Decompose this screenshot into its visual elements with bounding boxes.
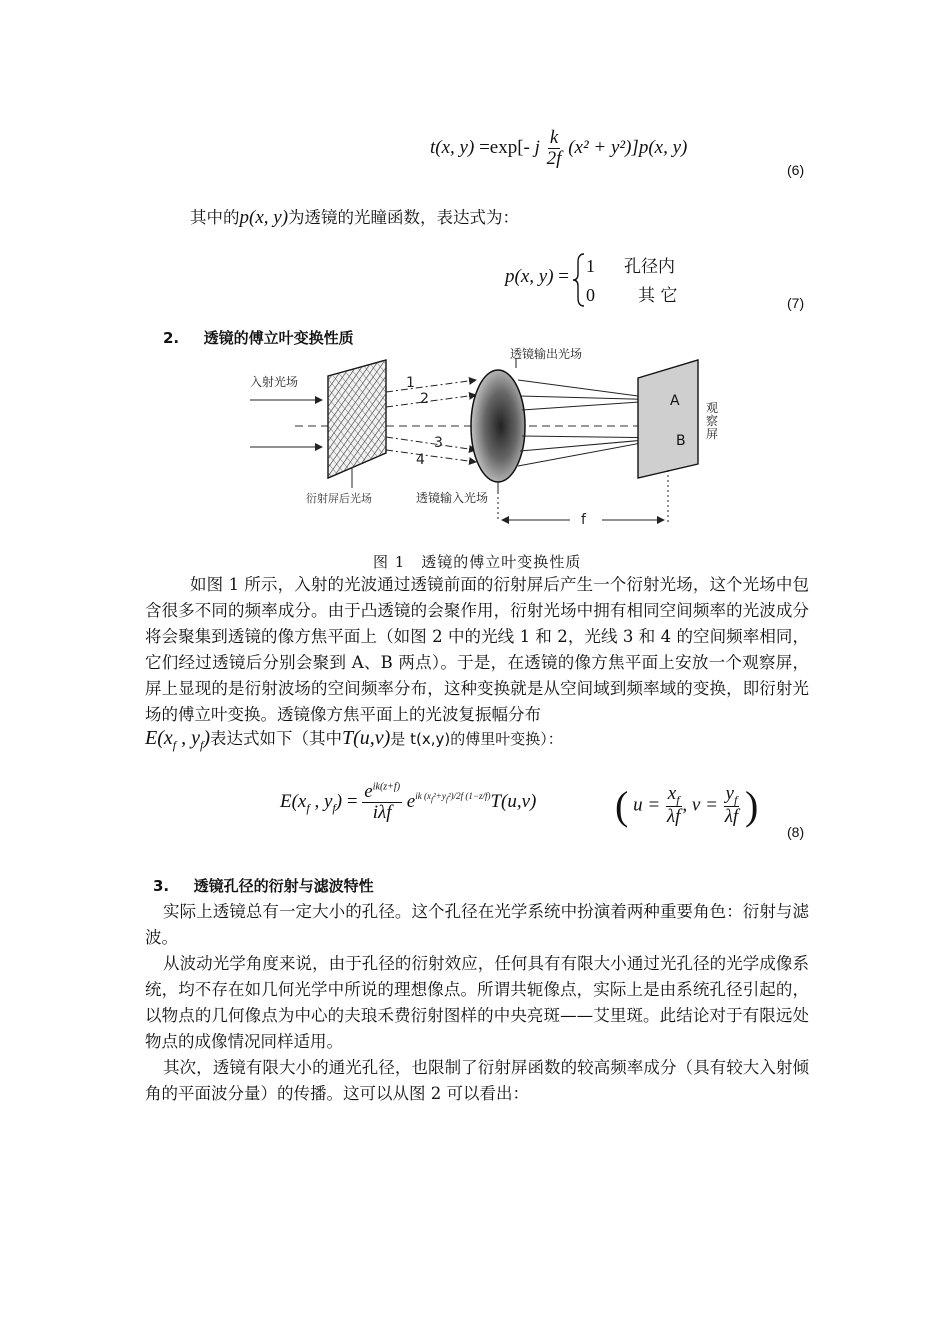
pupil-math: p(x, y) [239,207,289,228]
ray-3 [386,437,476,450]
paragraph-1-tail [145,725,563,758]
eq6-equals: = [479,136,490,158]
section-2-number: 2. [163,329,180,347]
pupil-before: 其中的 [190,208,240,227]
label-output: 透镜输出光场 [510,347,583,361]
eq7-case1-text: 孔径内 [624,257,675,277]
section-3-number: 3. [153,877,170,895]
eq7-case2-value: 0 [586,285,595,305]
eq7-lhs: p(x, y) [505,266,554,287]
tail-text-2: 是 t(x,y)的傅里叶变换）： [390,730,563,748]
eq7-number: (7) [787,295,805,311]
tail-text-1: 表达式如下（其中 [210,729,343,748]
paragraph-3: 从波动光学角度来说，由于孔径的衍射效应，任何具有有限大小通过光孔径的光学成像系统，均不存在如几何光学中所说的理想像点。所谓共轭像点，实际上是由系统孔径引起的，以物点的几何像点为中心的夫琅禾费衍射图样的中央亮斑——艾里斑。此结论对于有限远处物点的成像情况同样适用。 [145,954,809,1051]
eq7-case1 [586,252,675,277]
observation-screen [638,360,698,478]
paragraph-1: 如图 1 所示，入射的光波通过透镜前面的衍射屏后产生一个衍射光场，这个光场中包含很多不同的频率成分。由于凸透镜的会聚作用，衍射光场中拥有相同空间频率的光波成分将会聚集到透镜的像方焦平面上（如图 2 中的光线 1 和 2，光线 3 和 4 的空间频率相同，它们经过透镜后分别会聚到 A、B 两点）。于是，在透镜的像方焦平面上安放一个观察屏，屏上显现的是衍射波场的空间频率分布，这种变换就是从空间域到频率域的变换，即衍射光场的傅立叶变换。透镜像方焦平面上的光波复振幅分布 [145,575,809,724]
eq7-equals: = [558,266,569,287]
eq8-number: (8) [787,824,805,840]
ray-label-1: 1 [406,375,415,391]
pupil-sentence [190,205,519,231]
section-2-title: 透镜的傅立叶变换性质 [203,329,354,347]
pupil-after: 为透镜的光瞳函数，表达式为： [288,208,520,227]
ray-4 [386,450,476,462]
eq6-number: (6) [787,162,805,178]
ray-1 [386,380,476,392]
section-3-title: 透镜孔径的衍射与滤波特性 [193,877,374,895]
label-screen-after: 衍射屏后光场 [306,492,372,505]
tail-math-t: T(u,v) [342,727,391,749]
eq8-lhs: $E(x_f$ , $y_f$) [280,790,343,815]
eq6-lhs: t(x, y) [430,136,475,158]
eq6-frac-num: k [549,127,559,148]
eq8-T: T(u,v) [490,790,537,812]
ray-label-4: 4 [416,452,425,468]
eq6-frac-den: 2f [546,147,562,169]
eq7-case1-value: 1 [586,256,595,276]
point-b: B [676,433,686,449]
eq7-case2 [586,281,677,306]
convex-lens [471,370,525,482]
ray-label-3: 3 [434,435,443,451]
eq6-j: j [534,136,540,158]
section-3-heading [153,875,374,896]
label-incident: 入射光场 [250,375,299,389]
observe-char-3: 屏 [706,427,719,441]
equation-8: $E(x_f$ , $y_f$) = $\frac{e^{ik(z+f)}}{\text{iλf}}$ $e^{ik (x_f^2+y_f^2)/2f (1-z/f)}T(u,v)$ [280,781,537,823]
eq8-uv: ( u = $\frac{x_f}{\lambda f}$ , v = $\frac{y_f}{\lambda f}$ ) [615,782,759,828]
point-a: A [670,393,680,409]
observe-char-2: 察 [706,414,719,428]
figure-1-diagram [240,340,730,540]
figure-1-caption: 图 1 透镜的傅立叶变换性质 [373,553,582,571]
observe-char-1: 观 [706,401,719,415]
paragraph-4: 其次，透镜有限大小的通光孔径，也限制了衍射屏函数的较高频率成分（具有较大入射倾角的平面波分量）的传播。这可以从图 2 可以看出： [145,1058,809,1103]
equation-6 [430,128,687,169]
equation-7 [505,266,569,288]
eq6-exp: exp[- [489,136,530,158]
focal-label: f [581,512,586,528]
paragraph-2: 实际上透镜总有一定大小的孔径。这个孔径在光学系统中扮演着两种重要角色：衍射与滤波。 [145,902,809,947]
eq6-mid: (x² + y²)] [568,136,639,158]
eq8-fraction: $\frac{e^{ik(z+f)}}{\text{iλf}}$ [364,781,401,823]
eq6-p: p(x, y) [638,136,688,158]
ray-label-2: 2 [420,391,429,407]
eq7-brace [572,252,586,308]
eq7-case2-text: 其 它 [638,286,678,306]
ray-2 [386,395,476,407]
tail-math-e: $E(x_f$ , $y_f$) [145,727,211,752]
label-input: 透镜输入光场 [416,491,489,505]
eq6-fraction [545,128,564,169]
